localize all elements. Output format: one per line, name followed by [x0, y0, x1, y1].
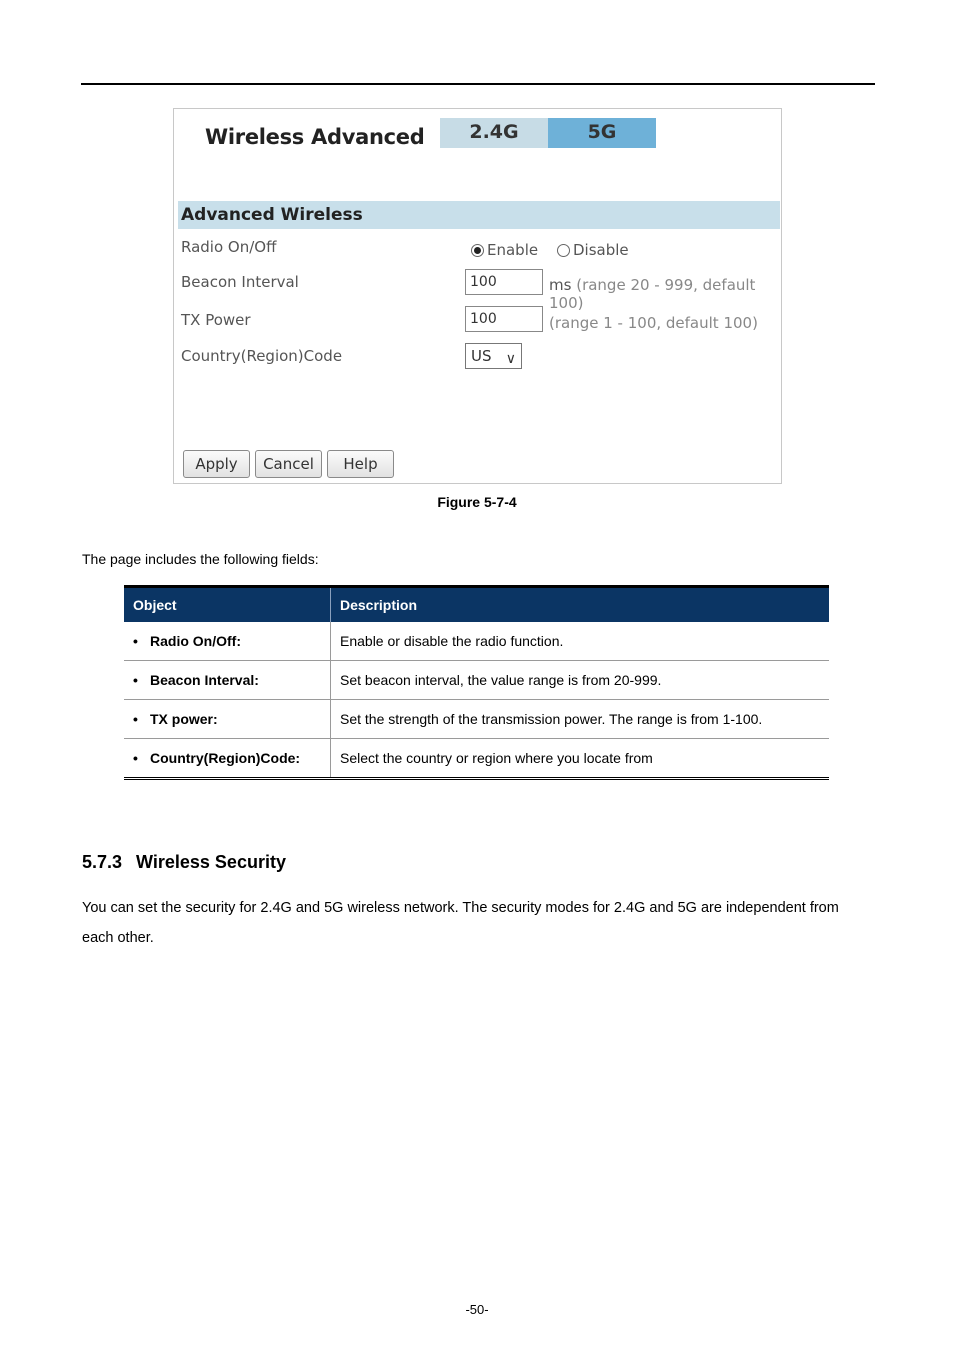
tx-power-input[interactable]: 100	[465, 306, 543, 332]
radio-disable-label: Disable	[573, 241, 629, 259]
table-row	[124, 739, 829, 779]
figure-caption: Figure 5-7-4	[437, 494, 517, 510]
description-cell: Set the strength of the transmission power. The range is from 1-100.	[331, 700, 830, 739]
bullet-icon: •	[133, 711, 138, 727]
bullet-icon: •	[133, 633, 138, 649]
table-row	[124, 661, 829, 700]
object-cell	[124, 739, 331, 779]
apply-button[interactable]: Apply	[183, 450, 250, 478]
description-cell: Set beacon interval, the value range is from 20-999.	[331, 661, 830, 700]
beacon-range: (range 20 - 999, default 100)	[549, 276, 756, 312]
object-label: Beacon Interval:	[150, 672, 259, 688]
section-number: 5.7.3	[82, 852, 123, 872]
radio-checked-icon	[471, 244, 484, 257]
object-label: Radio On/Off:	[150, 633, 241, 649]
description-cell: Enable or disable the radio function.	[331, 622, 830, 661]
tx-power-hint: (range 1 - 100, default 100)	[549, 314, 758, 332]
fields-table	[124, 585, 829, 780]
radio-disable[interactable]	[557, 241, 629, 259]
chevron-down-icon: ∨	[505, 351, 516, 367]
header-description: Description	[331, 587, 830, 623]
cancel-button[interactable]: Cancel	[255, 450, 322, 478]
radio-enable[interactable]	[471, 241, 538, 259]
tab-2-4g[interactable]: 2.4G	[440, 118, 548, 148]
object-cell	[124, 622, 331, 661]
page-number: -50-	[465, 1302, 489, 1317]
section-header: Advanced Wireless	[178, 201, 780, 229]
tab-5g[interactable]: 5G	[548, 118, 656, 148]
bullet-icon: •	[133, 672, 138, 688]
object-cell	[124, 661, 331, 700]
description-cell: Select the country or region where you locate from	[331, 739, 830, 779]
beacon-label: Beacon Interval	[181, 273, 299, 291]
bullet-icon: •	[133, 750, 138, 766]
object-label: TX power:	[150, 711, 218, 727]
country-value: US	[471, 347, 492, 365]
header-object: Object	[124, 587, 331, 623]
beacon-unit: ms	[549, 276, 572, 294]
section-paragraph: You can set the security for 2.4G and 5G wireless network. The security modes for 2.4G and 5G are independent from each other.	[82, 900, 839, 946]
object-label: Country(Region)Code:	[150, 750, 301, 766]
table-row	[124, 622, 829, 661]
panel-title: Wireless Advanced	[205, 125, 425, 149]
tx-power-label: TX Power	[181, 311, 251, 329]
intro-text: The page includes the following fields:	[82, 551, 319, 567]
table-header-row	[124, 587, 829, 623]
beacon-hint	[549, 276, 781, 312]
beacon-interval-input[interactable]: 100	[465, 269, 543, 295]
help-button[interactable]: Help	[327, 450, 394, 478]
table-row	[124, 700, 829, 739]
country-select[interactable]	[465, 343, 522, 369]
header-rule	[81, 83, 875, 85]
country-label: Country(Region)Code	[181, 347, 343, 365]
section-title: Wireless Security	[136, 852, 286, 872]
radio-unchecked-icon	[557, 244, 570, 257]
wireless-advanced-screenshot	[173, 108, 782, 484]
section-heading	[82, 852, 286, 873]
radio-enable-label: Enable	[487, 241, 539, 259]
radio-label: Radio On/Off	[181, 238, 277, 256]
object-cell	[124, 700, 331, 739]
